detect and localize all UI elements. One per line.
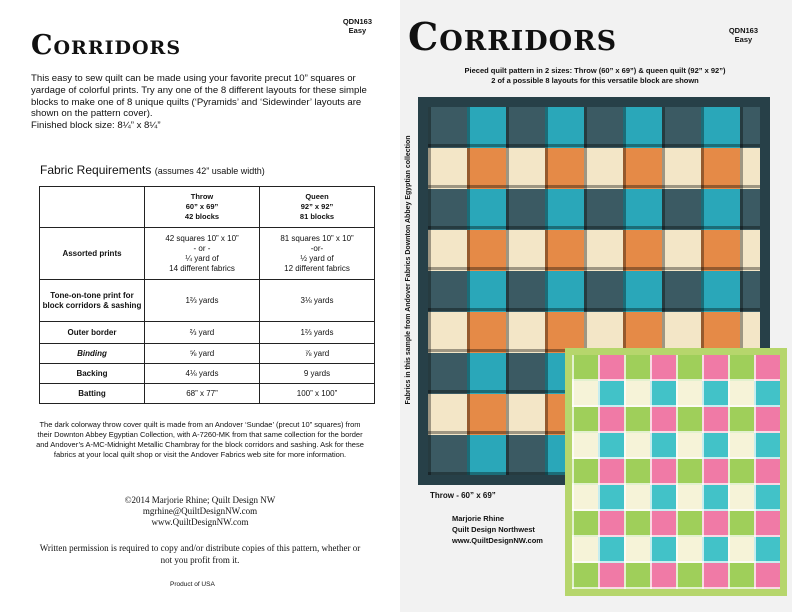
row-label: Binding [40,344,145,364]
queen-size: 92” x 92” [300,202,334,211]
throw-blocks: 42 blocks [184,212,220,221]
subtitle-line-2: 2 of a possible 8 layouts for this versatile block are shown [491,76,699,85]
throw-label: Throw [190,192,214,201]
intro-text [31,73,386,132]
throw-size: 60” x 69” [185,202,219,211]
queen-header [260,187,375,228]
intro-paragraph: This easy to sew quilt can be made using your favorite precut 10” squares or yardage of colorful prints. Try any one of the 8 different layouts for these simple blocks to make one of 8 unique quilts (‘Pyramids’ and ‘Sidewinder’ layouts are shown on the pattern cover). [31,73,367,120]
fabric-requirements-title: Fabric Requirements [40,163,152,177]
cover-title: Corridors [408,14,618,59]
website-text: www.QuiltDesignNW.com [151,517,249,527]
pattern-code-block [729,26,758,44]
throw-cell: 4⅛ yards [145,364,260,384]
email-text: mgrhine@QuiltDesignNW.com [142,506,258,516]
cell-line: ¼ yard of [185,253,219,263]
queen-quilt-blocks [572,355,780,589]
queen-cell: 3⅛ yards [260,280,375,322]
fabric-requirements-note: (assumes 42” usable width) [154,166,265,176]
row-label: Batting [40,384,145,404]
throw-header [145,187,260,228]
throw-caption: Throw - 60” x 69” [430,491,496,500]
throw-cell: ⅔ yard [145,322,260,344]
table-header-blank [40,187,145,228]
designer-name: Marjorie Rhine [452,514,505,523]
queen-cell: 100” x 100” [260,384,375,404]
subtitle-line-1: Pieced quilt pattern in 2 sizes: Throw (60” x 69”) & queen quilt (92” x 92”) [464,66,726,75]
permission-text: Written permission is required to copy and/or distribute copies of this pattern, whether or not you profit from it. [39,543,361,565]
made-in-text: Product of USA [170,581,215,588]
finished-size: Finished block size: 8¼” x 8¼” [31,120,161,132]
queen-cell: 9 yards [260,364,375,384]
copyright-block [35,495,365,528]
skill-level: Easy [348,26,367,35]
cell-line: 42 squares 10” x 10” [165,233,239,243]
table-header-row [40,187,375,228]
queen-blocks: 81 blocks [299,212,335,221]
pattern-code: QDN163 [728,26,758,35]
page-title: Corridors [31,30,182,61]
row-label: Assorted prints [40,228,145,280]
table-row [40,322,375,344]
cell-line: 12 different fabrics [284,263,350,273]
cover-subtitle [415,66,775,86]
fabric-requirements-heading [40,163,265,177]
fabric-note: The dark colorway throw cover quilt is made from an Andover ‘Sundae’ (precut 10” squares) from their Downton Abbey Egyptian Collection, with A-7260-MK from that same collection for the border and Andover’s A-MC-Midnight Metallic Chambray for the block corridors and sashing. Ask for these fabrics at your local quilt shop or visit the Andover Fabrics web site for more information. [36,420,364,459]
table-row [40,384,375,404]
table-row [40,364,375,384]
queen-cell: ⅞ yard [260,344,375,364]
fabric-credit-vertical: Fabrics in this sample from Andover Fabrics Downton Abbey Egyptian collection [405,135,412,405]
queen-cell: 1⅔ yards [260,322,375,344]
cell-line: ½ yard of [300,253,334,263]
cell-line: 14 different fabrics [169,263,235,273]
designer-block [452,513,543,546]
cell-line: 81 squares 10” x 10” [280,233,354,243]
pattern-code-block [343,17,372,35]
pattern-code: QDN163 [342,17,372,26]
table-row [40,228,375,280]
cell-line: -or- [310,243,324,253]
table-row [40,280,375,322]
copyright-text: ©2014 Marjorie Rhine; Quilt Design NW [124,495,276,505]
row-label: Backing [40,364,145,384]
designer-website: www.QuiltDesignNW.com [452,536,543,545]
queen-cell [260,228,375,280]
table-row [40,344,375,364]
queen-quilt-image [565,348,787,596]
row-label: Outer border [40,322,145,344]
throw-cell: 68” x 77” [145,384,260,404]
company-name: Quilt Design Northwest [452,525,535,534]
throw-cell [145,228,260,280]
fabric-requirements-table [39,186,375,404]
skill-level: Easy [734,35,753,44]
row-label: Tone-on-tone print for block corridors & sashing [40,280,145,322]
queen-label: Queen [305,192,329,201]
throw-cell: 1⅔ yards [145,280,260,322]
cell-line: - or - [193,243,211,253]
throw-cell: ⅝ yard [145,344,260,364]
